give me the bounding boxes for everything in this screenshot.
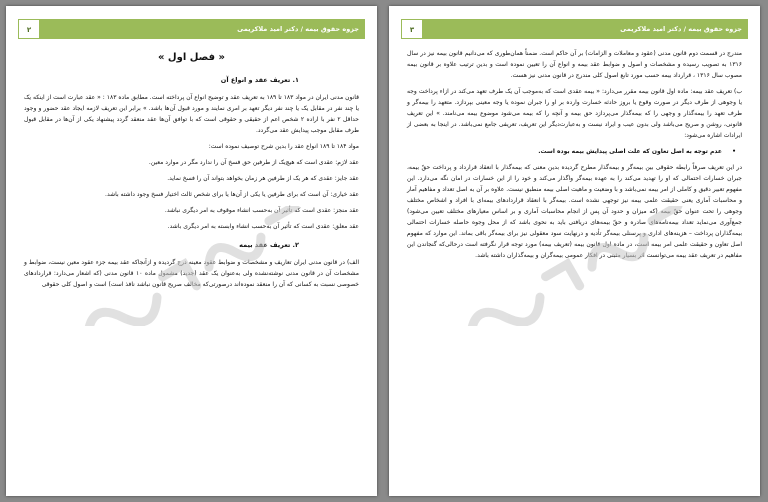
- header-title: جزوه حقوق بیمه / دکتر امید ملاکریمی: [237, 25, 359, 33]
- definition-item: عقد معلق: عقدی است که تأثیر آن به‌حسب انشاء وابسته به امر دیگری باشد.: [167, 223, 359, 230]
- paragraph: در این تعریف صرفاً رابطه حقوقی بین بیمه‌گر و بیمه‌گذار مطرح گردیده بدین معنی که بیمه‌گذار با انعقاد قرارداد و پرداخت حقّ بیمه، جبران خسارات احتمالی که او را تهدید می‌کند را به عهده بیمه‌گر واگذار می‌کند و خود را از این خسارات در امان نگه می‌دارد. این مفهوم تعبیر دقیق و کاملی از امر بیمه نمی‌باشد و با وضعیت و ماهیت اصلی بیمه منطبق نیست. علاوه بر آن به اصل تعداد و مفاهیم آمار و محاسبات آماری یعنی حقیقت علمی بیمه نیز توجهی نشده است. بیمه‌گر با انعقاد قراردادهای بیمه‌ای با افراد و اشخاص مختلف وجوهی را تحت عنوان حقّ بیمه (که میزان و حدود آن پس از انجام محاسبات آماری و بر اساس معیارهای مختلف تعیین می‌شود) جمع‌آوری می‌نماید تعداد بیمه‌نامه‌های صادره و حقّ بیمه‌های دریافتی باید به نحوی باشد که از محل وجوه حاصله خسارات احتمالی بیمه‌گذاران پرداخت – هزینه‌های اداری و پرسنلی بیمه‌گر تأدیه و درنهایت سود معقولی نیز برای بیمه‌گر باقی بماند. این موارد که مفهوم اصل تعاون و حقیقت علمی امر بیمه است، در ماده اول قانون بیمه (تعریف بیمه) مورد توجه قرار نگرفته است درحالی‌که گنجاندن این مفاهیم در تعریف عقد بیمه می‌توانست اثر بسیار مثبتی در افکار عمومی بیمه‌گران و بیمه‌گذاران داشته باشد.: [407, 164, 742, 259]
- page-header: [401, 19, 748, 39]
- page-number: ۳: [401, 19, 423, 39]
- definition-item: عقد خیاری: آن است که برای طرفین یا یکی از آن‌ها یا برای شخص ثالث اختیار فسخ وجود داشته باشد.: [105, 191, 359, 198]
- section-title: ۱. تعریف عقد و انواع آن: [220, 76, 299, 84]
- page-number: ۲: [18, 19, 40, 39]
- bullet-item: • عدم توجه به اصل تعاون که علت اصلی پیدایش بیمه بوده است.: [407, 146, 742, 157]
- chapter-title: « فصل اول »: [157, 52, 225, 63]
- document-page-right: [389, 6, 760, 496]
- definition-item: عقد منجز: عقدی است که تأثیر آن به‌حسب انشاء موقوف به امر دیگری نباشد.: [164, 207, 359, 214]
- document-page-left: [6, 6, 377, 496]
- paragraph: ب) تعریف عقد بیمه: ماده اول قانون بیمه مقرر می‌دارد: « بیمه عقدی است که به‌موجب آن یک طرف تعهد می‌کند در ازاء پرداخت وجه یا وجوهی از طرف دیگر در صورت وقوع یا بروز حادثه خسارت وارده بر او را جبران نموده یا وجه معینی بپردازد. متعهد را بیمه‌گر و طرف تعهد را بیمه‌گذار و وجهی را که بیمه‌گذار می‌پردازد حق بیمه و آنچه را که بیمه می‌شود موضوع بیمه می‌نامند. » این تعریف قانونی، روشن و صریح می‌باشد ولی بدون عیب و ایراد نیست و به‌عبارت‌دیگر این تعریف، تعریفی جامع نمی‌باشد. در اینجا به بعضی از ایرادات اشاره می‌شود:: [407, 88, 742, 139]
- paragraph: الف) در قانون مدنی ایران تعاریف و مشخصات و ضوابط عقود معینه درج گردیده و ازآنجاکه عقد بیمه جزء عقود معین نیست، ضوابط و مشخصات آن در قانون مدنی نوشته‌نشده ولی به‌عنوان یک عقد (جدید) مشمول ماده ۱۰ قانون مدنی (که اشعار می‌دارد: قراردادهای خصوصی نسبت به کسانی که آن را منعقد نموده‌اند درصورتی‌که مخالف صریح قانون نباشد نافذ است) است و اصول کلی حقوقی: [24, 259, 360, 288]
- page-body: [24, 46, 359, 488]
- paragraph: مواد ۱۸۴ تا ۱۸۹ انواع عقد را بدین شرح توصیف نموده است:: [208, 143, 359, 150]
- header-title: جزوه حقوق بیمه / دکتر امید ملاکریمی: [620, 25, 742, 33]
- paragraph: مندرج در قسمت دوم قانون مدنی (عقود و معاملات و الزامات) بر آن حاکم است. ضمناً همان‌طوری که می‌دانیم قانون بیمه نیز در سال ۱۳۱۶ به تصویب رسیده و مشخصات و اصول و ضوابط عقد بیمه و انواع آن را تعیین نموده است و بدین ترتیب علاوه بر قانون بیمه مصوب سال ۱۳۱۶ ، قرارداد بیمه حسب مورد تابع اصول کلی مندرج در قانون مدنی نیز هست.: [407, 50, 742, 79]
- definition-item: عقد لازم: عقدی است که هیچ‌یک از طرفین حق فسخ آن را ندارد مگر در موارد معین.: [148, 159, 359, 166]
- section-title: ۲. تعریف عقد بیمه: [239, 241, 299, 249]
- page-header: [18, 19, 365, 39]
- page-body: [407, 48, 742, 488]
- definition-item: عقد جایز: عقدی که هر یک از طرفین هر زمان بخواهد بتواند آن را فسخ نماید.: [167, 175, 359, 182]
- paragraph: قانون مدنی ایران در مواد ۱۸۳ تا ۱۸۹ به تعریف عقد و توضیح انواع آن پرداخته است. مطابق ماده ۱۸۳ : « عقد عبارت است از اینکه یک یا چند نفر در مقابل یک یا چند نفر دیگر تعهد بر امری نمایند و مورد قبول آن‌ها باشد. » برابر این تعریف لازمه ایجاد عقد حضور و وجود حداقل ۲ نفر با اراده ۲ شخص اعم از حقیقی و حقوقی است که با توافق آن‌ها عقد منعقد گردد پیشنهاد یکی از آن‌ها در مقابل قبول طرف مقابل موجب پیدایش عقد می‌گردد.: [24, 94, 359, 134]
